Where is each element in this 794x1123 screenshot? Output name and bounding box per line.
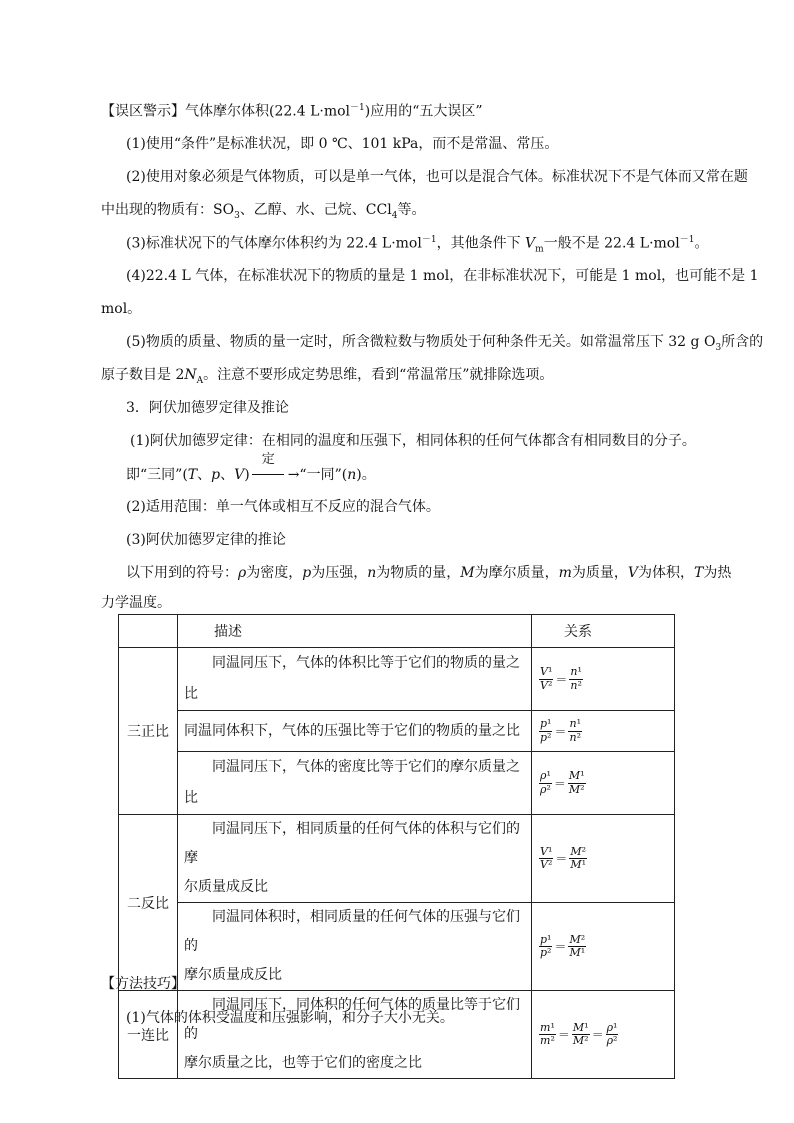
superscript: －1 xyxy=(350,103,365,113)
text: 中出现的物质有：SO xyxy=(101,202,235,218)
text: ) xyxy=(244,467,250,483)
warning-p5-line1 xyxy=(126,335,763,353)
text: 。注意不要形成定势思维，看到“常温常压”就排除选项。 xyxy=(203,367,554,383)
text: 、 xyxy=(197,467,212,483)
symbol: V xyxy=(234,467,245,483)
text: 以下用到的符号： xyxy=(126,565,238,581)
symbol: p xyxy=(211,467,221,483)
equals-sign: ＝ xyxy=(591,1028,604,1042)
warning-tag: 【误区警示】 xyxy=(101,103,185,120)
three-same-line xyxy=(126,452,376,483)
table-row xyxy=(119,752,675,815)
symbol: p xyxy=(302,565,312,581)
table-row xyxy=(119,991,675,1079)
fraction: $\frac{\text{M¹}}{\text{M²}}$ xyxy=(568,769,585,796)
relation-cell xyxy=(532,711,675,752)
table-header-relation: 关系 xyxy=(532,615,675,648)
description-line: 同温同压下，同体积的任何气体的质量比等于它们的 xyxy=(184,997,520,1042)
symbol: V xyxy=(627,565,638,581)
group-label: 一连比 xyxy=(119,991,178,1079)
symbol: m xyxy=(558,565,572,581)
relation-cell xyxy=(532,752,675,815)
symbols-line1 xyxy=(126,566,731,580)
text: 即“三同”( xyxy=(126,467,188,483)
symbol: n xyxy=(367,565,377,581)
table-row xyxy=(119,711,675,752)
description-line: 同温同压下，相同质量的任何气体的体积与它们的摩 xyxy=(184,821,520,866)
symbol: N xyxy=(184,367,197,383)
subscript: 3 xyxy=(234,210,240,221)
warning-p4-line2: mol。 xyxy=(101,301,142,317)
warning-p5-line2 xyxy=(101,368,553,386)
relation-cell xyxy=(532,991,675,1079)
group-label: 三正比 xyxy=(119,648,178,815)
table-row xyxy=(119,903,675,991)
equals-sign: ＝ xyxy=(555,852,568,866)
law-statement: (1)阿伏加德罗定律：在相同的温度和压强下，相同体积的任何气体都含有相同数目的分子。 xyxy=(130,433,696,449)
warning-title-part: )应用的“五大误区” xyxy=(364,103,483,120)
fraction: $\frac{\text{ρ¹}}{\text{ρ²}}$ xyxy=(540,769,551,796)
description-line: 摩尔质量之比，也等于它们的密度之比 xyxy=(184,1055,422,1071)
fraction: $\frac{\text{p¹}}{\text{p²}}$ xyxy=(540,717,552,744)
relation-cell xyxy=(532,815,675,903)
symbols-line2: 力学温度。 xyxy=(101,595,171,611)
description-cell xyxy=(178,991,532,1079)
table-row xyxy=(119,648,675,711)
symbol: ρ xyxy=(238,565,247,581)
text: 为物质的量， xyxy=(376,565,461,581)
fraction: $\frac{\text{ρ¹}}{\text{ρ²}}$ xyxy=(606,1020,618,1047)
text: )。 xyxy=(356,467,376,483)
subscript: m xyxy=(535,244,544,255)
description-line: 同温同体积时，相同质量的任何气体的压强与它们的 xyxy=(184,909,520,954)
text: 所含的 xyxy=(721,334,764,350)
warning-title-part: 气体摩尔体积(22.4 L·mol xyxy=(185,103,351,120)
subscript: A xyxy=(196,375,204,386)
warning-p2-line2 xyxy=(101,203,425,221)
equals-sign: ＝ xyxy=(553,776,566,791)
corollary-heading: (3)阿伏加德罗定律的推论 xyxy=(126,532,286,548)
symbol: M xyxy=(460,565,475,581)
text: ，其他条件下 xyxy=(436,235,526,252)
table-header-desc: 描述 xyxy=(178,615,532,648)
fraction: $\frac{\text{m¹}}{\text{m²}}$ xyxy=(540,1020,555,1047)
text: 原子数目是 2 xyxy=(101,367,185,383)
scope: (2)适用范围：单一气体或相互不反应的混合气体。 xyxy=(126,499,440,515)
warning-heading xyxy=(101,104,483,119)
text: 、 xyxy=(220,467,235,483)
text: 为压强， xyxy=(311,565,368,581)
description-line: 摩尔质量成反比 xyxy=(184,967,282,983)
description-cell xyxy=(178,815,532,903)
fraction: $\frac{\text{V¹}}{\text{V²}}$ xyxy=(540,844,553,871)
text: 为密度， xyxy=(246,565,303,581)
symbol: T xyxy=(187,467,198,483)
description-line: 尔质量成反比 xyxy=(184,879,268,895)
relation-cell xyxy=(532,903,675,991)
text: (3)标准状况下的气体摩尔体积约为 22.4 L·mol xyxy=(126,235,422,252)
group-label: 二反比 xyxy=(119,815,178,991)
subscript: 3 xyxy=(715,342,722,353)
description-cell xyxy=(178,903,532,991)
fraction: $\frac{\text{M²}}{\text{M¹}}$ xyxy=(569,932,586,959)
text: 为体积， xyxy=(637,565,694,581)
subscript: 4 xyxy=(391,210,398,221)
fraction: $\frac{\text{M¹}}{\text{M²}}$ xyxy=(572,1020,589,1047)
fraction: $\frac{\text{V¹}}{\text{V²}}$ xyxy=(540,665,553,692)
warning-p1: (1)使用“条件”是标准状况，即 0 ℃、101 kPa，而不是常温、常压。 xyxy=(126,136,559,152)
text: →“一同”( xyxy=(287,467,348,483)
symbol: V xyxy=(525,235,536,252)
text: 。 xyxy=(694,235,709,252)
description-cell: 同温同压下，气体的密度比等于它们的摩尔质量之比 xyxy=(178,752,532,815)
symbol: n xyxy=(347,467,357,483)
superscript: －1 xyxy=(421,235,437,245)
text: 、乙醇、水、己烷、CCl xyxy=(239,202,392,218)
text: 一般不是 22.4 L·mol xyxy=(543,235,680,252)
equals-sign: ＝ xyxy=(554,724,567,739)
relation-cell xyxy=(532,648,675,711)
symbol: T xyxy=(693,565,704,581)
superscript: －1 xyxy=(679,235,695,245)
warning-p2-line1: (2)使用对象必须是气体物质，可以是单一气体，也可以是混合气体。标准状况下不是气体而又常在题 xyxy=(126,169,748,185)
tips-p1: (1)气体的体积受温度和压强影响，和分子大小无关。 xyxy=(126,1010,454,1026)
text: 为质量， xyxy=(571,565,628,581)
equals-sign: ＝ xyxy=(557,1028,570,1042)
fraction: $\frac{\text{M²}}{\text{M¹}}$ xyxy=(570,844,587,871)
arrow-label: 定 xyxy=(261,452,275,467)
fraction: $\frac{\text{n¹}}{\text{n²}}$ xyxy=(569,717,581,744)
text: 等。 xyxy=(397,202,426,218)
description-cell: 同温同压下，气体的体积比等于它们的物质的量之比 xyxy=(178,648,532,711)
arrow-icon xyxy=(250,452,288,482)
tips-heading: 【方法技巧】 xyxy=(101,976,185,992)
table-header-empty xyxy=(119,615,178,648)
fraction: $\frac{\text{p¹}}{\text{p²}}$ xyxy=(540,932,552,959)
section-heading: 3．阿伏加德罗定律及推论 xyxy=(126,400,289,416)
equals-sign: ＝ xyxy=(555,672,568,687)
description-cell: 同温同体积下，气体的压强比等于它们的物质的量之比 xyxy=(178,711,532,752)
text: 为摩尔质量， xyxy=(474,565,559,581)
warning-p3 xyxy=(126,236,708,254)
table-header-row xyxy=(119,615,675,648)
warning-p4-line1: (4)22.4 L 气体，在标准状况下的物质的量是 1 mol，在非标准状况下，可能是 1 mol，也可能不是 1 xyxy=(126,268,759,284)
text: 为热 xyxy=(703,565,732,581)
equals-sign: ＝ xyxy=(554,940,567,954)
text: (5)物质的质量、物质的量一定时，所含微粒数与物质处于何种条件无关。如常温常压下 32 g O xyxy=(126,334,716,350)
fraction: $\frac{\text{n¹}}{\text{n²}}$ xyxy=(570,665,582,692)
table-row xyxy=(119,815,675,903)
